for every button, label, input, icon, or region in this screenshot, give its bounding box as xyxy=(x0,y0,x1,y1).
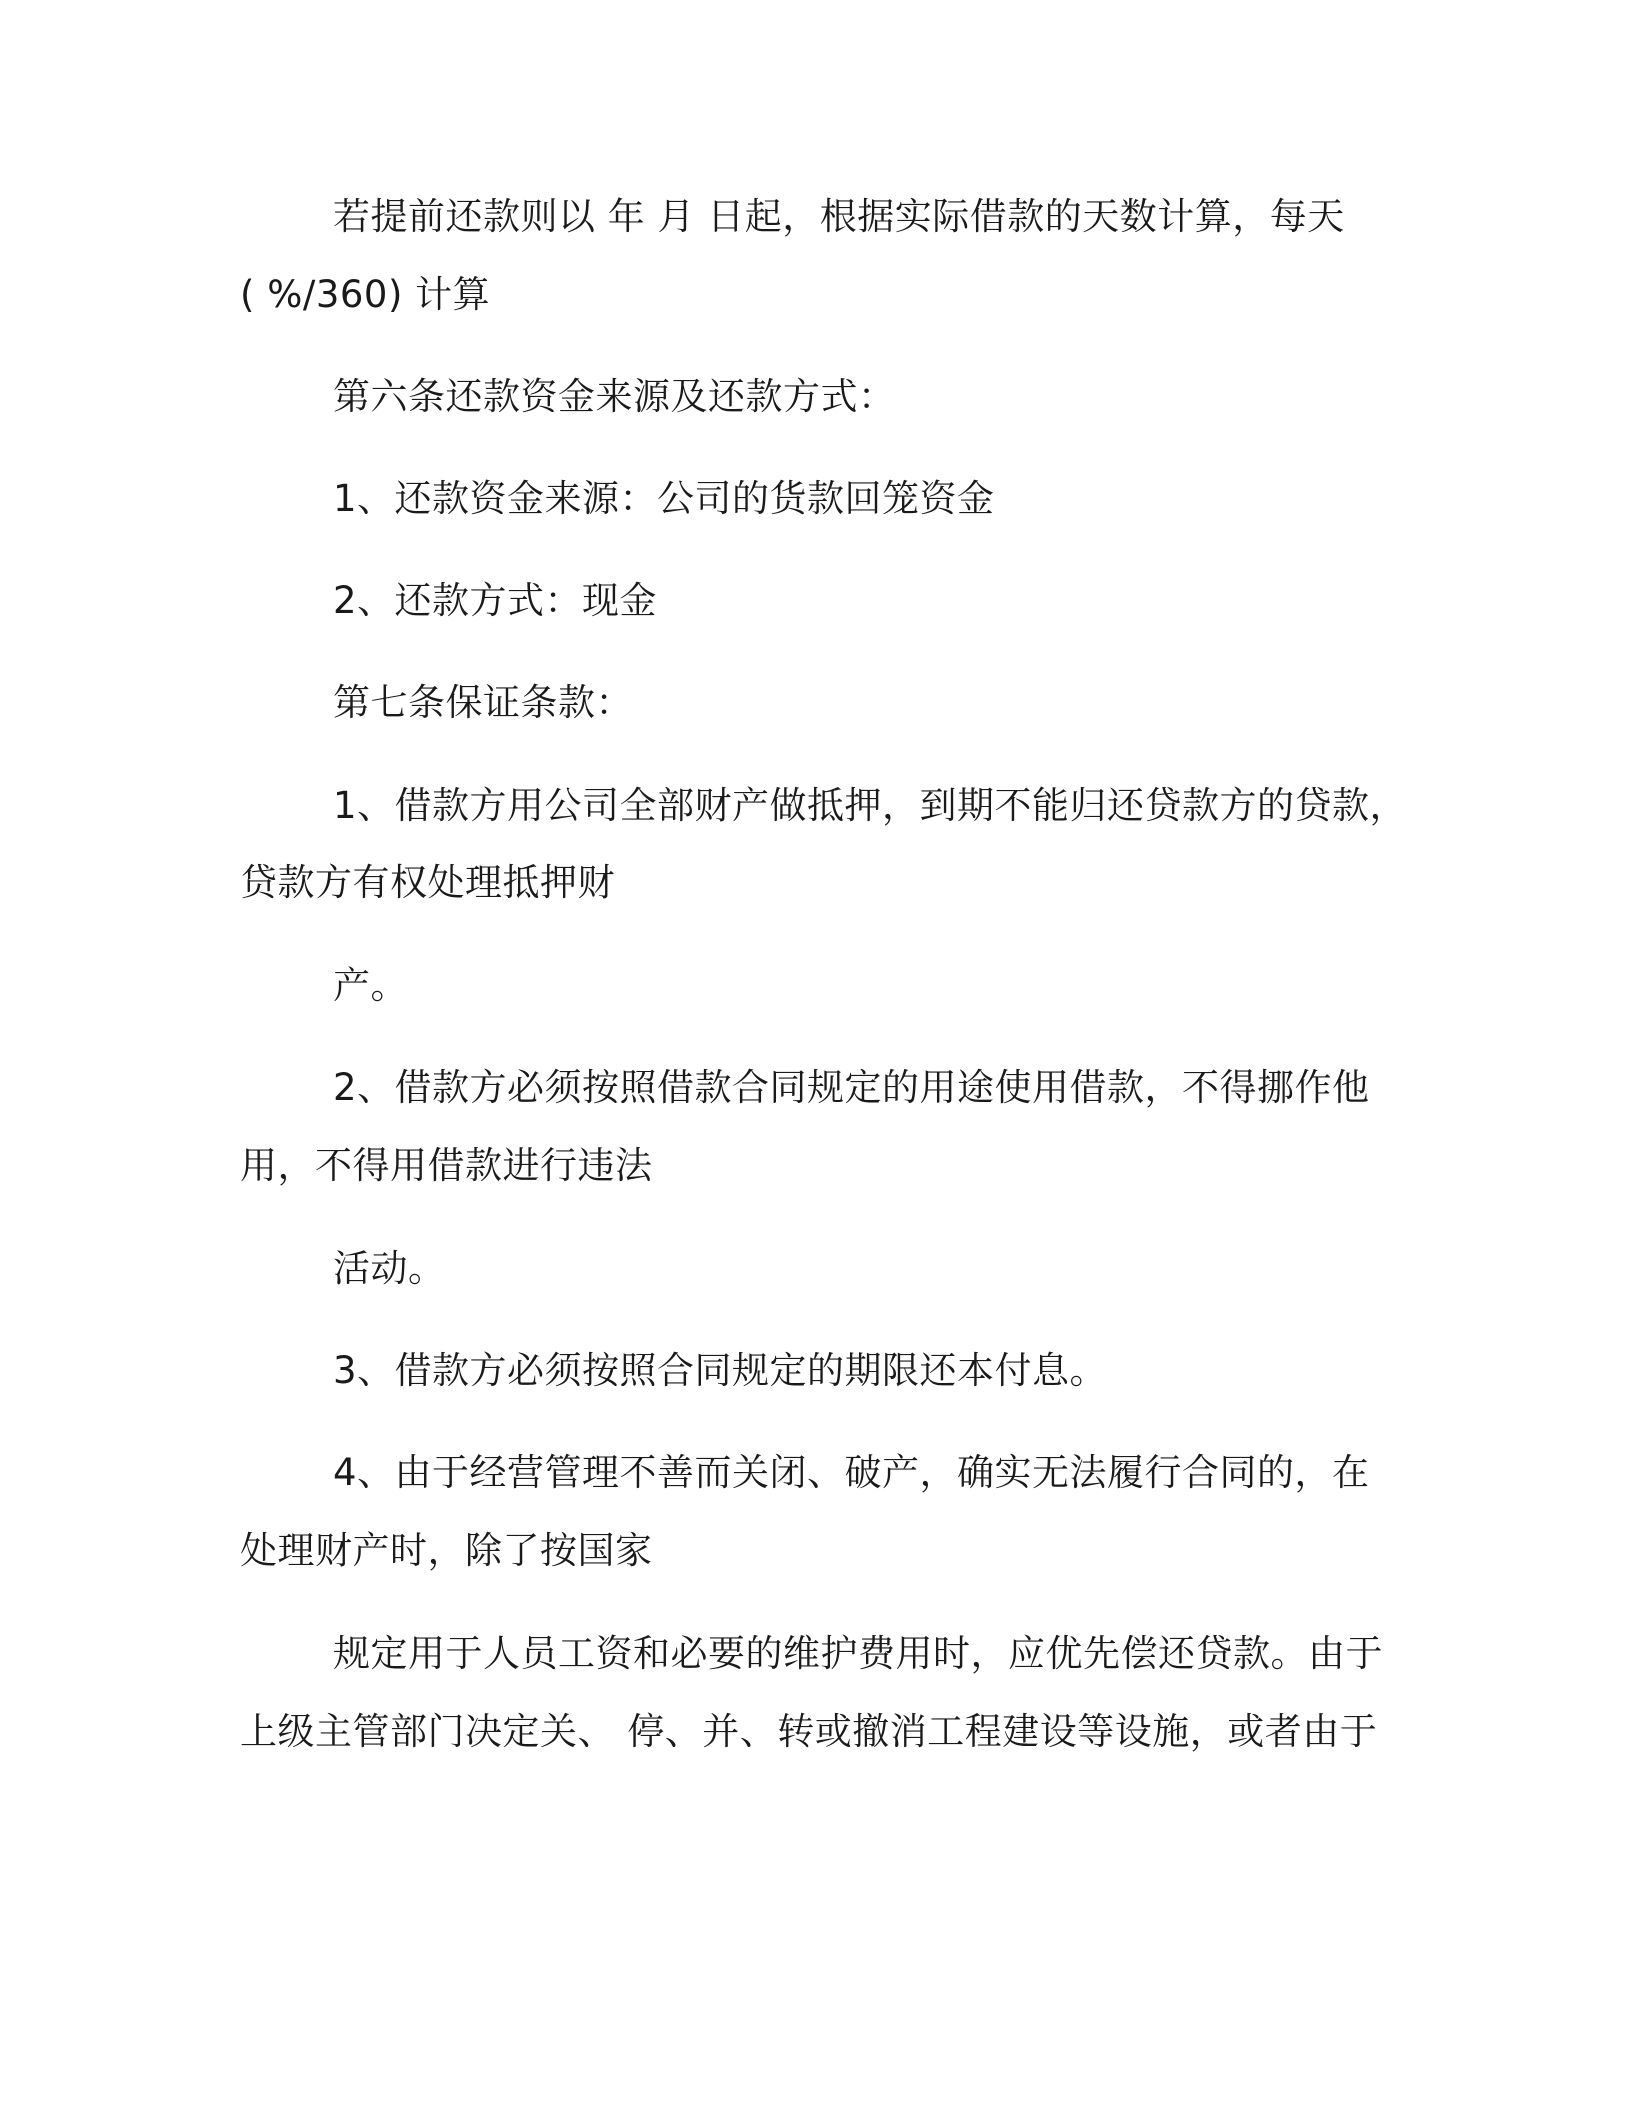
paragraph-line: 若提前还款则以 年 月 日起，根据实际借款的天数计算，每天 xyxy=(333,195,1345,238)
paragraph-line: 产。 xyxy=(333,964,408,1007)
list-item: 4、由于经营管理不善而关闭、破产，确实无法履行合同的，在 xyxy=(333,1451,1370,1494)
section-heading: 第七条保证条款： xyxy=(333,681,633,724)
paragraph-line: 用，不得用借款进行违法 xyxy=(240,1144,653,1187)
paragraph-line: ( %/360) 计算 xyxy=(240,273,491,316)
list-item: 3、借款方必须按照合同规定的期限还本付息。 xyxy=(333,1349,1108,1392)
list-item: 2、还款方式：现金 xyxy=(333,579,658,622)
paragraph-line: 活动。 xyxy=(333,1247,446,1290)
paragraph-line: 贷款方有权处理抵押财 xyxy=(240,861,615,904)
paragraph-line: 上级主管部门决定关、 停、并、转或撤消工程建设等设施，或者由于 xyxy=(240,1710,1378,1753)
section-heading: 第六条还款资金来源及还款方式： xyxy=(333,375,896,418)
list-item: 1、还款资金来源：公司的货款回笼资金 xyxy=(333,477,995,520)
paragraph-line: 规定用于人员工资和必要的维护费用时，应优先偿还贷款。由于 xyxy=(333,1632,1383,1675)
list-item: 2、借款方必须按照借款合同规定的用途使用借款，不得挪作他 xyxy=(333,1066,1370,1109)
list-item: 1、借款方用公司全部财产做抵押，到期不能归还贷款方的贷款， xyxy=(333,784,1408,827)
paragraph-line: 处理财产时，除了按国家 xyxy=(240,1529,653,1572)
